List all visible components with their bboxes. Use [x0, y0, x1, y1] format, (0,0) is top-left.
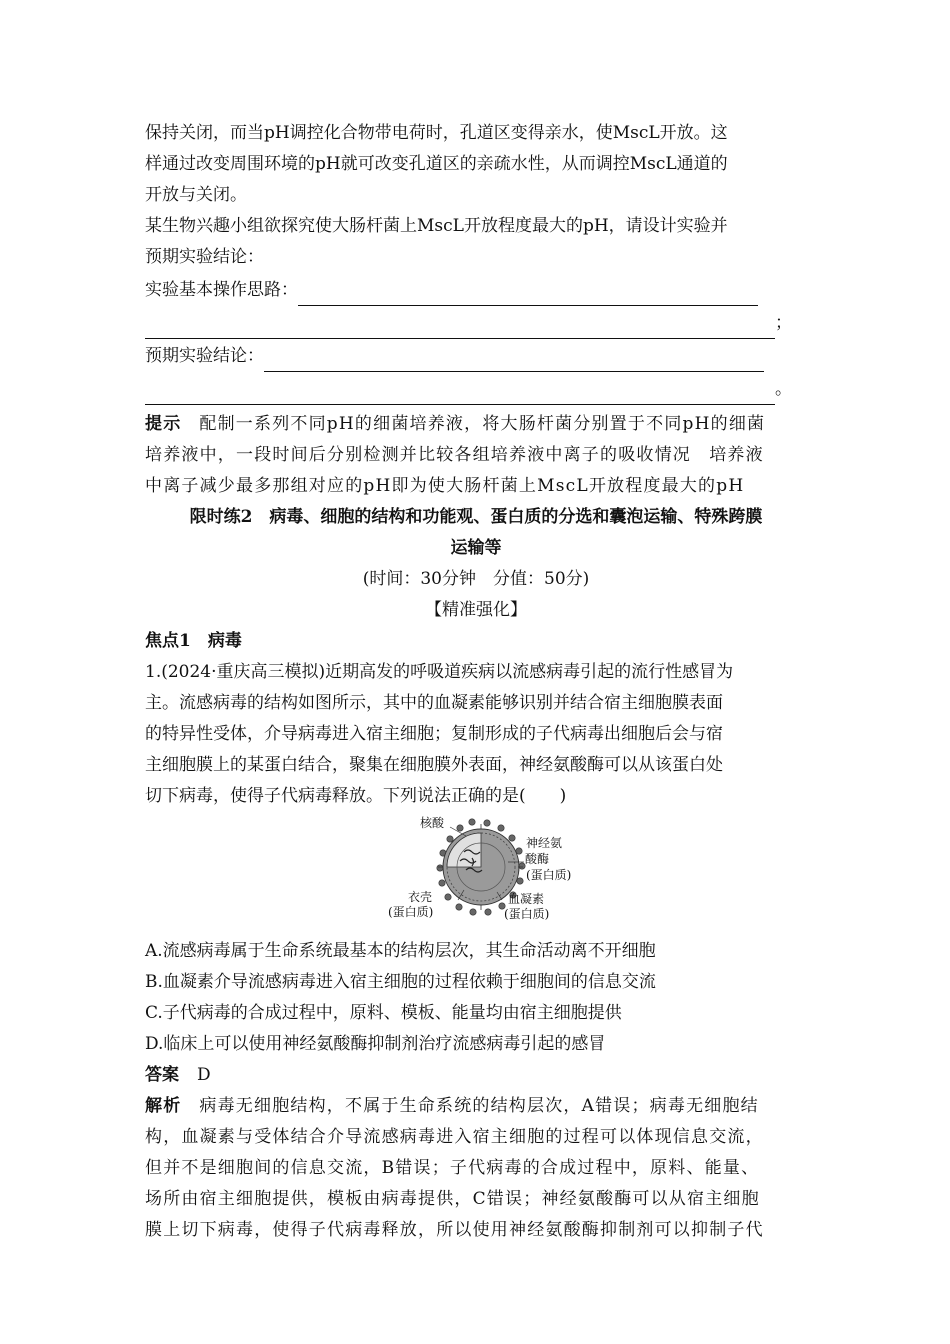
concl-blank-row-2: [145, 372, 807, 405]
label-na-3: (蛋白质): [526, 868, 572, 882]
ops-blank-row-2: [145, 306, 807, 339]
analysis-line-3: 但并不是细胞间的信息交流，B错误；子代病毒的合成过程中，原料、能量、: [145, 1158, 760, 1178]
intro-line-2: 样通过改变周围环境的pH就可改变孔道区的亲疏水性，从而调控MscL通道的: [145, 154, 728, 174]
option-b[interactable]: B.血凝素介导流感病毒进入宿主细胞的过程依赖于细胞间的信息交流: [145, 972, 656, 992]
ops-label: 实验基本操作思路：: [145, 280, 298, 300]
ops-blank-row: [145, 273, 807, 306]
tip-label: 提示: [145, 414, 182, 434]
tip-line-3: 中离子减少最多那组对应的pH即为使大肠杆菌上MscL开放程度最大的pH: [145, 476, 745, 496]
ops-end-mark: ；: [775, 313, 792, 333]
question-line-2: 主。流感病毒的结构如图所示，其中的血凝素能够识别并结合宿主细胞膜表面: [145, 693, 723, 713]
intro-line-4: 某生物兴趣小组欲探究使大肠杆菌上MscL开放程度最大的pH，请设计实验并: [145, 216, 728, 236]
section-bracket: 【精准强化】: [425, 600, 527, 620]
concl-end-mark: 。: [775, 379, 792, 399]
answer-value: D: [197, 1065, 211, 1085]
ops-answer-blank-2[interactable]: [145, 318, 775, 339]
analysis-line-4: 场所由宿主细胞提供，模板由病毒提供，C错误；神经氨酸酶可以从宿主细胞: [145, 1189, 760, 1209]
analysis-line-2: 构，血凝素与受体结合介导流感病毒进入宿主细胞的过程可以体现信息交流，: [145, 1127, 764, 1147]
question-line-3: 的特异性受体，介导病毒进入宿主细胞；复制形成的子代病毒出细胞后会与宿: [145, 724, 723, 744]
answer-label: 答案: [145, 1065, 179, 1085]
concl-answer-blank[interactable]: [264, 351, 764, 372]
option-c[interactable]: C.子代病毒的合成过程中，原料、模板、能量均由宿主细胞提供: [145, 1003, 622, 1023]
analysis-text-1: 病毒无细胞结构，不属于生命系统的结构层次，A错误；病毒无细胞结: [199, 1096, 759, 1116]
concl-blank-row: [145, 339, 807, 372]
section-title-line-2: 运输等: [450, 538, 502, 558]
label-na-1: 神经氨: [526, 836, 563, 850]
analysis-label: 解析: [145, 1096, 182, 1116]
label-capsid-1: 衣壳: [407, 890, 432, 904]
intro-line-3: 开放与关闭。: [145, 185, 247, 205]
label-na-2: 酸酶: [525, 852, 550, 866]
question-line-4: 主细胞膜上的某蛋白结合，聚集在细胞膜外表面，神经氨酸酶可以从该蛋白处: [145, 755, 723, 775]
label-nucleic-acid: 核酸: [420, 816, 445, 830]
tip-text-1: 配制一系列不同pH的细菌培养液，将大肠杆菌分别置于不同pH的细菌: [199, 414, 766, 434]
section-meta: (时间：30分钟 分值：50分): [362, 569, 590, 589]
answer-line: [145, 1060, 807, 1091]
label-capsid-2: (蛋白质): [388, 905, 434, 919]
label-ha-1: 血凝素: [508, 892, 545, 906]
intro-line-1: 保持关闭，而当pH调控化合物带电荷时，孔道区变得亲水，使MscL开放。这: [145, 123, 728, 143]
analysis-line-1: [145, 1091, 807, 1122]
label-ha-2: (蛋白质): [504, 907, 550, 921]
option-a[interactable]: A.流感病毒属于生命系统最基本的结构层次，其生命活动离不开细胞: [145, 941, 656, 961]
virus-figure: [384, 814, 584, 932]
tip-line-2: 培养液中，一段时间后分别检测并比较各组培养液中离子的吸收情况 培养液: [145, 445, 764, 465]
concl-label: 预期实验结论：: [145, 346, 264, 366]
section-title-line-1: 限时练2 病毒、细胞的结构和功能观、蛋白质的分选和囊泡运输、特殊跨膜: [189, 507, 763, 527]
concl-answer-blank-2[interactable]: [145, 384, 775, 405]
question-line-5: 切下病毒，使得子代病毒释放。下列说法正确的是( ): [145, 786, 567, 806]
option-d[interactable]: D.临床上可以使用神经氨酸酶抑制剂治疗流感病毒引起的感冒: [145, 1034, 606, 1054]
question-line-1: 1.(2024·重庆高三模拟)近期高发的呼吸道疾病以流感病毒引起的流行性感冒为: [145, 662, 734, 682]
ops-answer-blank[interactable]: [298, 285, 758, 306]
intro-line-5: 预期实验结论：: [145, 247, 264, 267]
document-page: [145, 118, 807, 1246]
analysis-line-5: 膜上切下病毒，使得子代病毒释放，所以使用神经氨酸酶抑制剂可以抑制子代: [145, 1220, 764, 1240]
tip-line-1: [145, 409, 807, 440]
focus-heading: 焦点1 病毒: [145, 631, 242, 651]
